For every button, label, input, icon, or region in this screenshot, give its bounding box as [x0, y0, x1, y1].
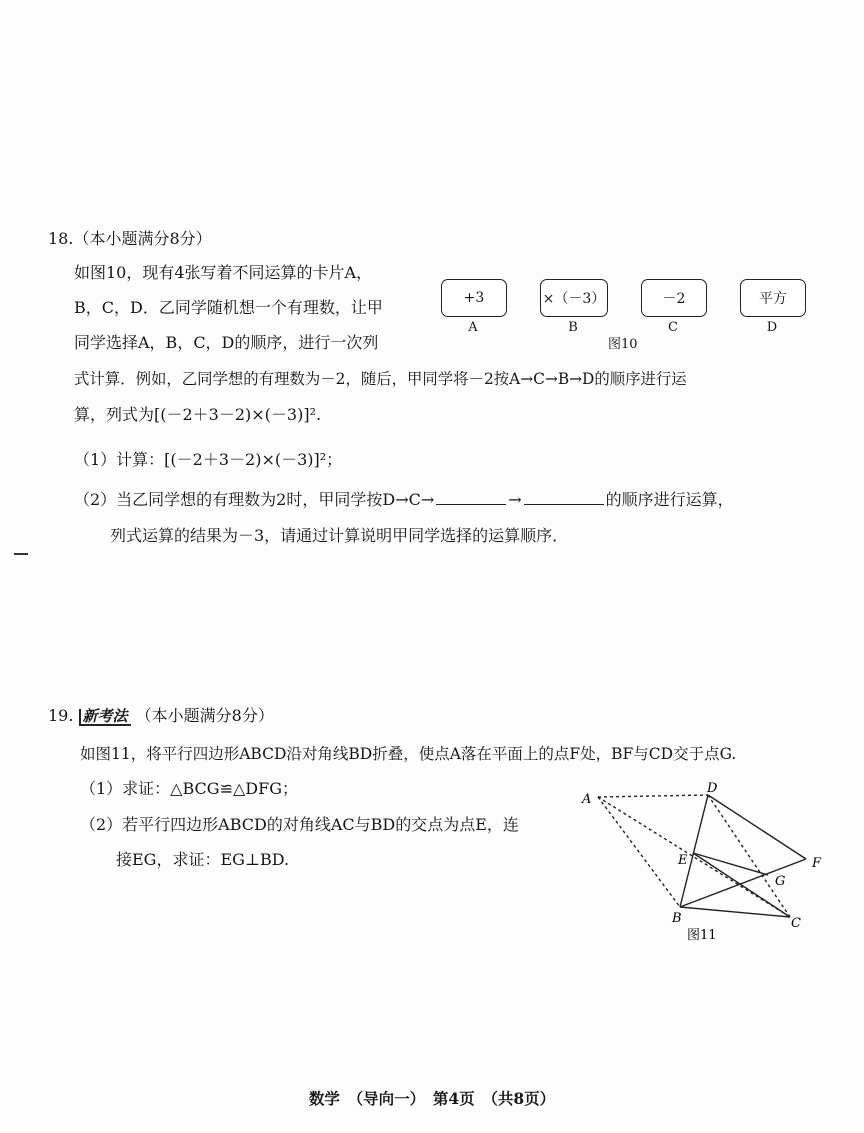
segment-ad [598, 795, 708, 797]
point-a-label: A [582, 792, 592, 807]
q18-part2-d: 列式运算的结果为－3，请通过计算说明甲同学选择的运算顺序． [110, 526, 569, 545]
card-a-label: A [468, 320, 478, 335]
answer-blank-1[interactable] [436, 490, 506, 505]
segment-dc [708, 795, 790, 917]
q19-header [48, 706, 274, 726]
q19-part1: （1）求证：△BCG≌△DFG； [80, 779, 298, 798]
q18-line4: 式计算．例如，乙同学想的有理数为－2，随后，甲同学将－2按A→C→B→D的顺序进行运 [74, 370, 687, 388]
point-f-label: F [812, 856, 822, 871]
point-c-label: C [791, 916, 801, 931]
answer-blank-2[interactable] [524, 490, 604, 505]
segment-bc [680, 907, 790, 917]
point-d-label: D [707, 781, 718, 796]
segment-df [708, 795, 806, 859]
card-d-label: D [766, 320, 778, 335]
segment-ac [598, 797, 790, 917]
card-c: －2 [641, 279, 707, 317]
page-footer: 数学 （导向一） 第4页 （共8页） [308, 1089, 556, 1108]
segment-eg [693, 853, 768, 875]
q19-number: 19. [48, 706, 74, 725]
margin-mark [14, 553, 28, 555]
q18-header [48, 229, 212, 249]
q18-line3: 同学选择A，B，C，D的顺序，进行一次列 [74, 333, 379, 352]
figure-11 [570, 775, 840, 955]
q18-line1: 如图10，现有4张写着不同运算的卡片A， [74, 263, 373, 282]
q18-line2: B，C，D．乙同学随机想一个有理数，让甲 [74, 298, 383, 317]
card-b-label: B [568, 320, 578, 335]
q19-part2-a: （2）若平行四边形ABCD的对角线AC与BD的交点为点E，连 [80, 815, 519, 834]
q18-line5: 算，列式为[(－2＋3－2)×(－3)]². [74, 405, 322, 424]
point-g-label: G [775, 874, 786, 889]
q18-part1: （1）计算：[(－2＋3－2)×(－3)]²； [74, 450, 343, 469]
q19-stem: 如图11，将平行四边形ABCD沿对角线BD折叠，使点A落在平面上的点F处，BF与CD交于点G. [80, 745, 737, 763]
q18-part2-arrow: → [508, 490, 522, 509]
segment-bd [680, 795, 708, 907]
q18-part2 [74, 490, 734, 510]
card-b: ×（－3） [540, 279, 608, 317]
segment-bf [680, 859, 806, 907]
point-e-label: E [678, 853, 688, 868]
card-c-label: C [668, 320, 678, 335]
figure-10-caption: 图10 [608, 337, 638, 352]
figure-11-caption: 图11 [687, 928, 717, 943]
segment-ab [598, 797, 680, 907]
q18-number: 18. [48, 229, 74, 248]
card-d: 平方 [740, 279, 806, 317]
q18-part2-a: （2）当乙同学想的有理数为2时，甲同学按D→C→ [74, 490, 435, 509]
card-a: +3 [441, 279, 507, 317]
q19-part2-b: 接EG，求证：EG⊥BD. [116, 850, 290, 869]
new-method-badge: 新考法 [79, 709, 131, 726]
q18-part2-c: 的顺序进行运算， [605, 490, 734, 509]
q19-score: （本小题满分8分） [135, 706, 274, 725]
point-b-label: B [672, 911, 682, 926]
q18-score: （本小题满分8分） [73, 229, 212, 248]
